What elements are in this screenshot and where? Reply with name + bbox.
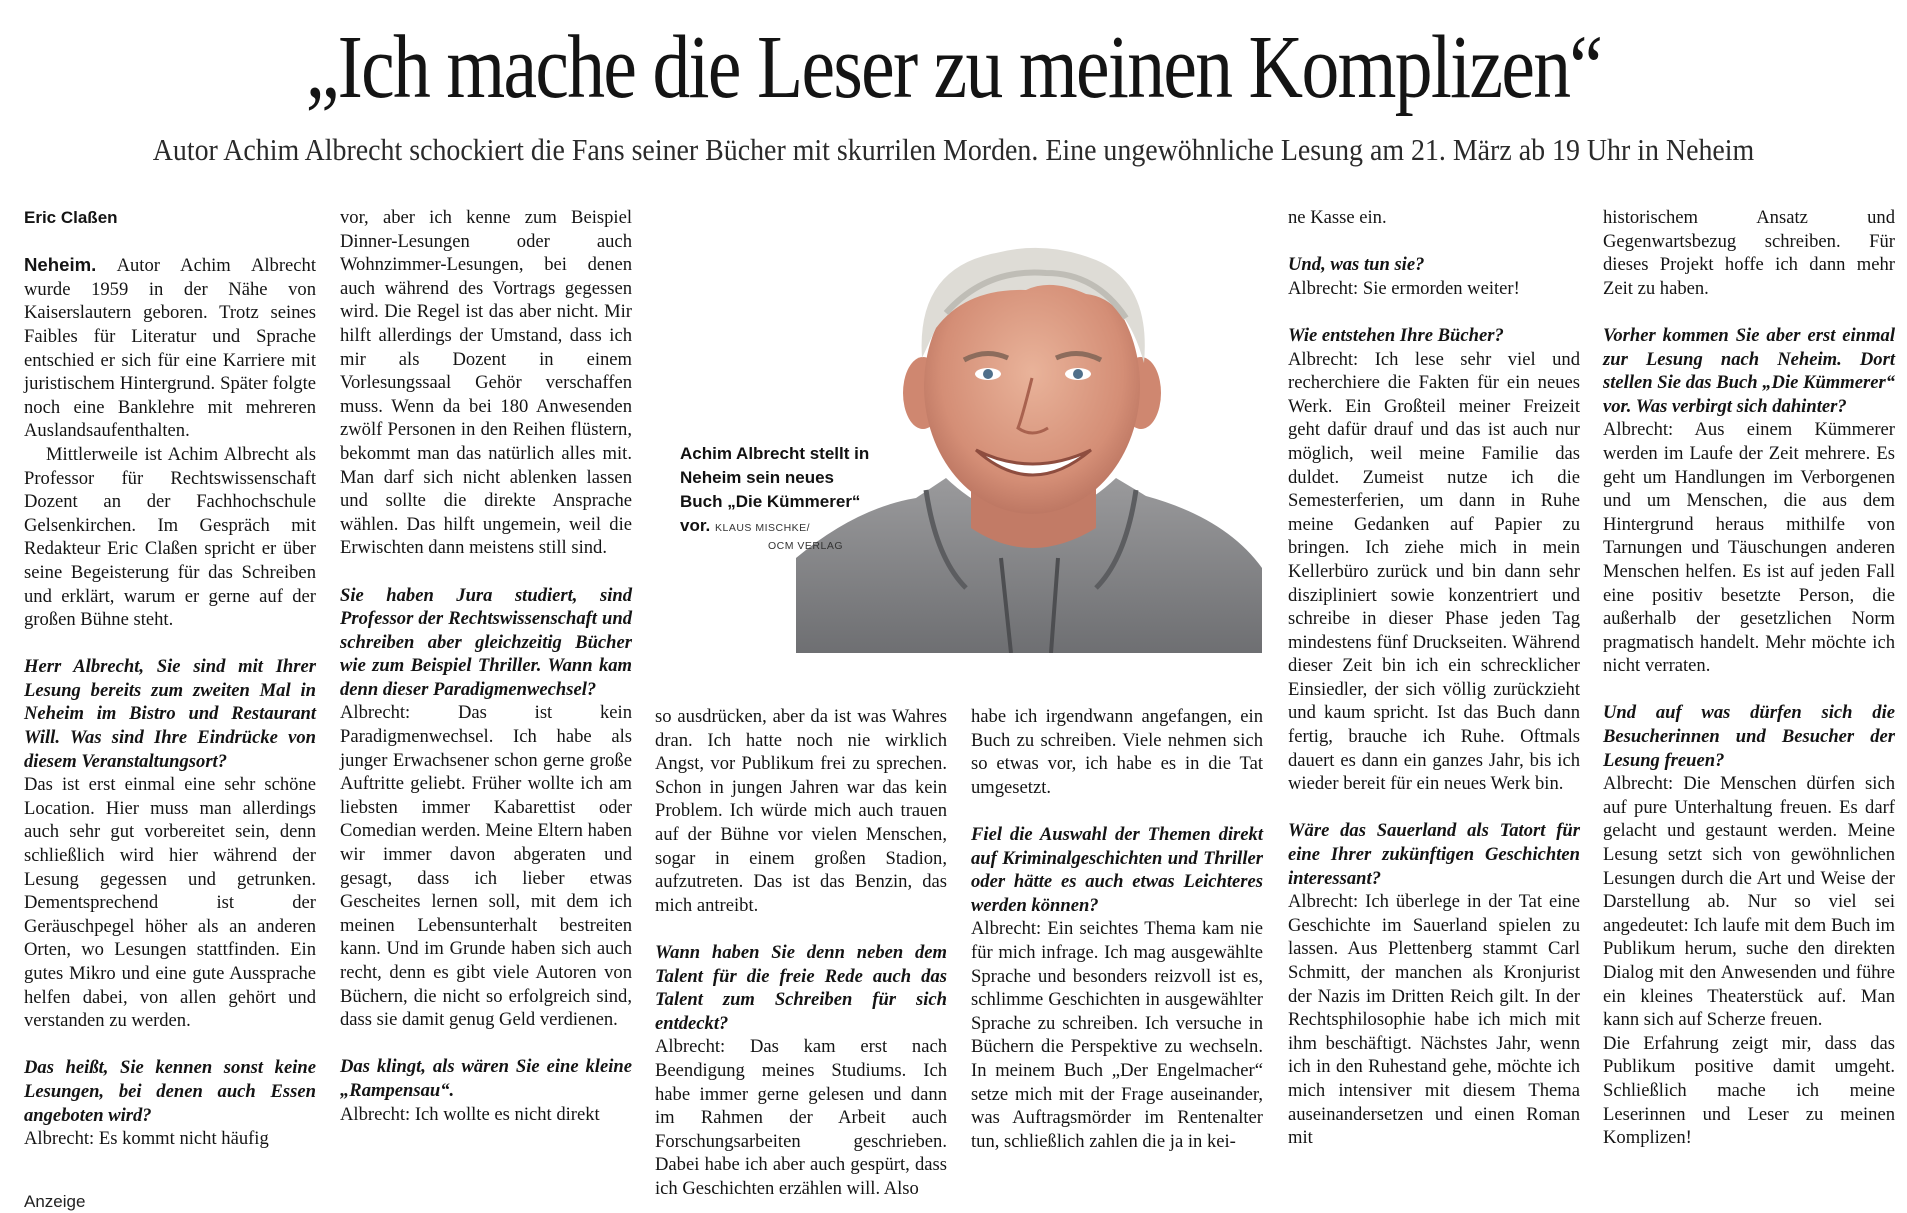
interview-question: Das klingt, als wären Sie eine kleine „Rampensau“. (340, 1056, 632, 1101)
caption-text: Achim Albrecht stellt in Neheim sein neues Buch „Die Kümmerer“ vor. (680, 444, 870, 535)
interview-answer: Albrecht: Ein seichtes Thema kam nie für mich infrage. Ich mag ausgewählte Sprache und besonders reizvoll ist es, schlimme Geschichten in ausgewählter Sprache zu schreiben. Ich versuche in Büchern die Perspektive zu wechseln. In meinem Buch „Der Engelmacher“ setze mich mit der Frage auseinander, was Auftragsmörder im Rentenalter tun, schließlich zahlen die ja in kei- (971, 918, 1263, 1152)
intro-paragraph-2: Mittlerweile ist Achim Albrecht als Professor für Rechtswissenschaft Dozent an der Fachhochschule Gelsenkirchen. Im Gespräch mit Redakteur Eric Claßen spricht er über seine Begeisterung für das Schreiben und erklärt, warum er gerne auf der großen Bühne steht. (24, 443, 316, 631)
headline: „Ich mache die Leser zu meinen Komplizen“ (305, 18, 1602, 117)
portrait-image (796, 228, 1262, 653)
article-column-3 (655, 705, 947, 1200)
intro-paragraph (24, 253, 316, 443)
photo-credit-line-2: OCM VERLAG (768, 540, 844, 552)
subheadline: Autor Achim Albrecht schockiert die Fans seiner Bücher mit skurrilen Morden. Eine ungewöhnliche Lesung am 21. März ab 19 Uhr in Neheim (152, 132, 1755, 167)
interview-answer: habe ich irgendwann angefangen, ein Buch zu schreiben. Viele nehmen sich so etwas vor, ich habe es in die Tat umgesetzt. (971, 706, 1263, 798)
interview-answer: Albrecht: Ich überlege in der Tat eine Geschichte im Sauerland spielen zu lassen. Aus Plettenberg stammt Carl Schmitt, der manchen als Kronjurist der Nazis im Dritten Reich gilt. In der Rechtsphilosophie habe ich mich mit ihm beschäftigt. Nächstes Jahr, wenn ich in den Ruhestand gehe, möchte ich mich intensiver mit diesem Thema auseinandersetzen und einen Roman mit (1288, 891, 1580, 1149)
interview-answer: Albrecht: Es kommt nicht häufig (24, 1128, 269, 1150)
interview-question: Vorher kommen Sie aber erst einmal zur Lesung nach Neheim. Dort stellen Sie das Buch „Die Kümmerer“ vor. Was verbirgt sich dahinter? (1603, 324, 1895, 417)
article-column-5 (1288, 206, 1580, 1150)
interview-question: Wann haben Sie denn neben dem Talent für die freie Rede auch das Talent zum Schreiben für sich entdeckt? (655, 941, 947, 1034)
interview-answer: Albrecht: Ich lese sehr viel und recherchiere die Fakten für ein neues Werk. Ein Großteil meiner Freizeit geht dafür drauf und das ist auch nur möglich, weil meine Familie das duldet. Zumeist nutze ich die Semesterferien, um dann in Ruhe meine Gedanken auf Papier zu bringen. Ich ziehe mich in mein Kellerbüro zurück und bin dann sehr diszipliniert sowie konzentriert und schreibe in dieser Phase jeden Tag mindestens fünf Druckseiten. Während dieser Zeit bin ich ein schrecklicher Einsiedler, der sich völlig zurückzieht und kaum spricht. Ist das Buch dann fertig, brauche ich Ruhe. Oftmals dauert es dann ein ganzes Jahr, bis ich wieder bereit für ein neues Werk bin. (1288, 348, 1580, 795)
closing-paragraph: Die Erfahrung zeigt mir, dass das Publikum positive damit umgeht. Schließlich mache ich meine Leserinnen und Leser zu meinen Komplizen! (1603, 1032, 1895, 1149)
interview-answer: Albrecht: Aus einem Kümmerer werden im Laufe der Zeit mehrere. Es geht um Handlungen im Verborgenen und um Menschen, die aus dem Hintergrund heraus mithilfe von Tarnungen und Täuschungen anderen Menschen helfen. Es ist auf jeden Fall eine positiv besetzte Person, die außerhalb der gesetzlichen Norm pragmatisch handelt. Mehr möchte ich nicht verraten. (1603, 419, 1895, 677)
intro-text: Autor Achim Albrecht wurde 1959 in der Nähe von Kaiserslautern geboren. Trotz seines Faibles für Literatur und Sprache entschied er sich für eine Karriere mit juristischem Hintergrund. Später folgte noch eine Banklehre mit mehreren Auslandsaufenthalten. (24, 255, 317, 442)
interview-answer: ne Kasse ein. (1288, 207, 1387, 228)
interview-answer: historischem Ansatz und Gegenwartsbezug schreiben. Für dieses Projekt hoffe ich dann mehr Zeit zu haben. (1603, 207, 1895, 299)
interview-question: Das heißt, Sie kennen sonst keine Lesungen, bei denen auch Essen angeboten wird? (24, 1057, 316, 1126)
photo-credit: KLAUS MISCHKE/ (714, 522, 811, 534)
interview-answer: Albrecht: Sie ermorden weiter! (1288, 277, 1520, 299)
article-column-2 (340, 206, 632, 1126)
author-byline: Eric Claßen (24, 208, 118, 227)
photo-caption (680, 442, 880, 540)
article-column-4 (971, 705, 1263, 1153)
dateline: Neheim. (24, 254, 97, 276)
interview-question: Wäre das Sauerland als Tatort für eine Ihrer zukünftigen Geschichten interessant? (1288, 820, 1580, 889)
author-photo (796, 228, 1262, 653)
interview-answer: Albrecht: Das kam erst nach Beendigung meines Studiums. Ich habe immer gerne gelesen und dann im Rahmen der Arbeit auch Forschungsarbeiten geschrieben. Dabei habe ich aber auch gespürt, dass ich Geschichten erzählen will. Also (655, 1036, 947, 1199)
interview-answer: vor, aber ich kenne zum Beispiel Dinner-Lesungen oder auch Wohnzimmer-Lesungen, bei denen auch während des Vortrags gegessen wird. Die Regel ist das aber nicht. Mir hilft allerdings der Umstand, dass ich mir als Dozent in einem Vorlesungssaal Gehör verschaffen muss. Wenn da bei 180 Anwesenden zwölf Personen in den Reihen flüstern, bekommt man das natürlich alles mit. Man darf sich nicht ablenken lassen und sollte die direkte Ansprache wählen. Das hilft ungemein, weil die Erwischten dann meistens still sind. (340, 207, 632, 559)
article-column-1 (24, 206, 316, 1151)
interview-question: Sie haben Jura studiert, sind Professor der Rechtswissenschaft und schreiben aber gleichzeitig Bücher wie zum Beispiel Thriller. Wann kam denn dieser Paradigmenwechsel? (340, 584, 632, 700)
interview-answer: Das ist erst einmal eine sehr schöne Location. Hier muss man allerdings auch sehr gut vorbereitet sein, denn schließlich wird hier während der Lesung gegessen und getrunken. Dementsprechend ist der Geräuschpegel höher als an anderen Orten, wo Lesungen stattfinden. Ein gutes Mikro und eine gute Aussprache helfen dabei, von allen gehört und verstanden zu werden. (24, 774, 316, 1032)
article-column-6 (1603, 206, 1895, 1150)
interview-question: Und, was tun sie? (1288, 254, 1425, 276)
interview-question: Wie entstehen Ihre Bücher? (1288, 324, 1504, 346)
interview-question: Fiel die Auswahl der Themen direkt auf Kriminalgeschichten und Thriller oder hätte es auch etwas Leichteres werden können? (971, 823, 1263, 916)
interview-answer: Albrecht: Das ist kein Paradigmenwechsel. Ich habe als junger Erwachsener schon gerne große Auftritte geliebt. Früher wollte ich am liebsten immer Kabarettist oder Comedian werden. Meine Eltern haben wir immer davon abgeraten und gesagt, dass ich lieber etwas Gescheites lernen soll, mit dem ich meinen Lebensunterhalt bestreiten kann. Und im Grunde haben sich auch recht, denn es gibt viele Autoren von Büchern, die nicht so erfolgreich sind, dass sie damit genug Geld verdienen. (340, 702, 632, 1031)
advertisement-label: Anzeige (24, 1192, 86, 1211)
interview-answer: Albrecht: Ich wollte es nicht direkt (340, 1103, 600, 1125)
interview-answer: Albrecht: Die Menschen dürfen sich auf pure Unterhaltung freuen. Es darf gelacht und gestaunt werden. Meine Lesung setzt sich von gewöhnlichen Lesungen durch die Art und Weise der Darstellung ab. Nur so viel sei angedeutet: Ich laufe mit dem Buch im Publikum herum, suche den direkten Dialog mit den Anwesenden und führe ein kleines Theaterstück auf. Man kann sich auf Scherze freuen. (1603, 773, 1895, 1031)
interview-answer: so ausdrücken, aber da ist was Wahres dran. Ich hatte noch nie wirklich Angst, vor Publikum frei zu sprechen. Schon in jungen Jahren war das kein Problem. Ich würde mich auch trauen auf der Bühne vor vielen Menschen, sogar in einem großen Stadion, aufzutreten. Das ist das Benzin, das mich antreibt. (655, 706, 947, 916)
interview-question: Und auf was dürfen sich die Besucherinnen und Besucher der Lesung freuen? (1603, 702, 1895, 771)
interview-question: Herr Albrecht, Sie sind mit Ihrer Lesung bereits zum zweiten Mal in Neheim im Bistro und Restaurant Will. Was sind Ihre Eindrücke von diesem Veranstaltungsort? (24, 656, 316, 772)
